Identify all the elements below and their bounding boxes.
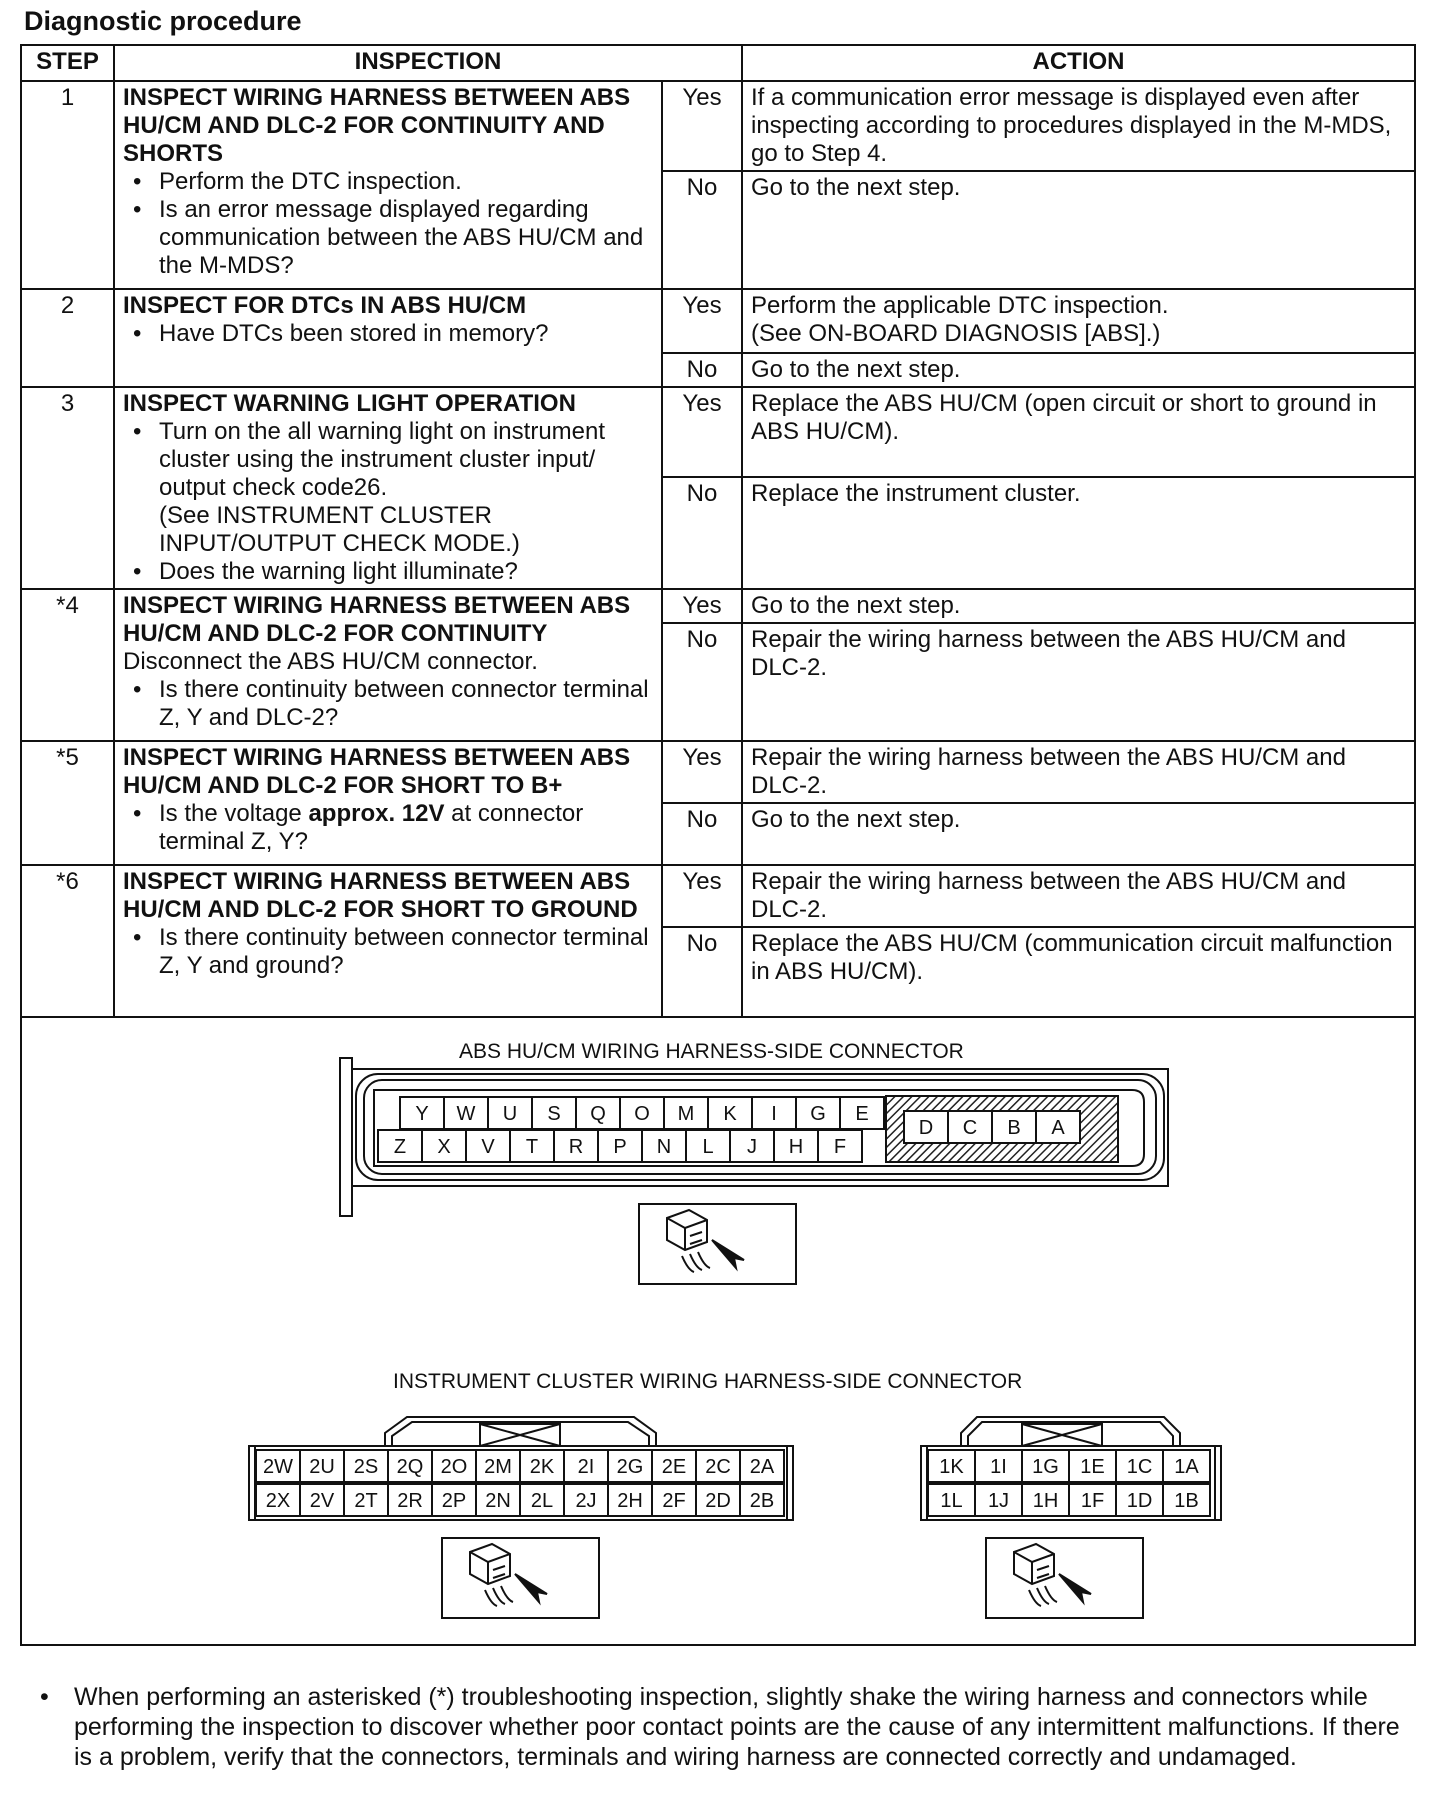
terminal-label: 2C — [705, 1456, 731, 1478]
page-title: Diagnostic procedure — [24, 6, 302, 36]
inspection-title: INSPECT WIRING HARNESS BETWEEN ABS HU/CM AND DLC-2 FOR SHORT TO GROUND — [123, 868, 638, 923]
inspection-text: Disconnect the ABS HU/CM connector. — [123, 648, 538, 675]
terminal-label: 1B — [1174, 1490, 1199, 1512]
cluster-left-terminal-row-top — [256, 1450, 784, 1482]
connector-diagram-cell — [21, 1017, 1415, 1645]
terminal-label: 1J — [987, 1490, 1010, 1512]
inspection-bullet: • Is there continuity between connector terminal Z, Y and ground? — [159, 924, 653, 980]
connector-diagram — [22, 1018, 1412, 1642]
terminal-label: G — [810, 1103, 826, 1125]
yes-label: Yes — [662, 387, 742, 477]
table-row — [21, 589, 1415, 623]
terminal-label: 2L — [530, 1490, 554, 1512]
bullet-text: Turn on the all warning light on instrument cluster using the instrument cluster input/ output check code26. — [159, 418, 606, 501]
abs-terminal-row-top — [400, 1097, 884, 1129]
no-action: Repair the wiring harness between the ABS HU/CM and DLC-2. — [742, 623, 1415, 741]
step-number: *4 — [21, 589, 114, 741]
diagnostic-table — [20, 44, 1416, 1646]
terminal-label: 1E — [1080, 1456, 1105, 1478]
no-label: No — [662, 803, 742, 865]
no-label: No — [662, 623, 742, 741]
header-action: ACTION — [742, 45, 1415, 81]
terminal-label: V — [481, 1136, 495, 1158]
no-action: Go to the next step. — [742, 353, 1415, 387]
abs-connector-label: ABS HU/CM WIRING HARNESS-SIDE CONNECTOR — [459, 1040, 964, 1063]
no-label: No — [662, 171, 742, 289]
terminal-label: O — [634, 1103, 650, 1125]
terminal-label: B — [1007, 1117, 1021, 1139]
terminal-label: 1H — [1032, 1490, 1059, 1512]
terminal-label: 2S — [353, 1456, 379, 1478]
inspection-bullet: • Does the warning light illuminate? — [159, 558, 653, 586]
step-number: 2 — [21, 289, 114, 387]
terminal-label: Z — [393, 1136, 407, 1158]
terminal-label: 2U — [309, 1456, 335, 1478]
terminal-label: 1D — [1126, 1490, 1153, 1512]
inspection-title: INSPECT WIRING HARNESS BETWEEN ABS HU/CM AND DLC-2 FOR CONTINUITY — [123, 592, 631, 647]
terminal-label: E — [855, 1103, 869, 1125]
table-row — [21, 741, 1415, 803]
inspection-title: INSPECT WIRING HARNESS BETWEEN ABS HU/CM AND DLC-2 FOR SHORT TO B+ — [123, 744, 631, 799]
table-header-row — [21, 45, 1415, 81]
yes-label: Yes — [662, 289, 742, 353]
terminal-label: Y — [415, 1103, 429, 1125]
inspection-cell — [114, 741, 662, 865]
terminal-label: W — [456, 1103, 476, 1125]
terminal-label: L — [702, 1136, 714, 1158]
bullet-text: Is the voltage — [159, 800, 309, 827]
inspection-bullet — [159, 800, 653, 856]
inspection-cell — [114, 81, 662, 289]
terminal-label: J — [747, 1136, 757, 1158]
terminal-label: D — [918, 1117, 934, 1139]
inspection-bullet: • Have DTCs been stored in memory? — [159, 320, 653, 348]
terminal-label: R — [568, 1136, 584, 1158]
inspection-cell — [114, 589, 662, 741]
yes-action — [742, 289, 1415, 353]
terminal-label: 2J — [575, 1490, 597, 1512]
terminal-label: F — [833, 1136, 847, 1158]
bullet-reference: (See INSTRUMENT CLUSTER INPUT/OUTPUT CHECK MODE.) — [159, 502, 520, 557]
yes-action-line: Perform the applicable DTC inspection. — [751, 292, 1169, 319]
terminal-label: 1I — [990, 1456, 1007, 1478]
terminal-label: 2X — [265, 1490, 291, 1512]
table-row — [21, 289, 1415, 353]
cluster-right-terminal-row-bottom — [928, 1484, 1210, 1516]
terminal-label: M — [677, 1103, 695, 1125]
table-row — [21, 81, 1415, 171]
terminal-label: 2V — [309, 1490, 335, 1512]
connector-view-icon — [639, 1204, 796, 1284]
terminal-label: 2H — [617, 1490, 643, 1512]
yes-action-line: (See ON-BOARD DIAGNOSIS [ABS].) — [751, 320, 1161, 347]
abs-terminal-row-bottom — [378, 1130, 862, 1162]
terminal-label: 2A — [749, 1456, 775, 1478]
step-number: 3 — [21, 387, 114, 589]
cluster-right-terminal-row-top — [928, 1450, 1210, 1482]
bullet-text: at connector terminal Z, Y? — [159, 800, 584, 855]
terminal-label: 2P — [441, 1490, 467, 1512]
inspection-bullet: • Perform the DTC inspection. — [159, 168, 653, 196]
terminal-label: 2O — [440, 1456, 468, 1478]
terminal-label: 2G — [616, 1456, 644, 1478]
no-action: Replace the instrument cluster. — [742, 477, 1415, 589]
terminal-label: X — [437, 1136, 451, 1158]
inspection-title: INSPECT WIRING HARNESS BETWEEN ABS HU/CM AND DLC-2 FOR CONTINUITY AND SHORTS — [123, 84, 631, 167]
terminal-label: 2F — [662, 1490, 686, 1512]
terminal-label: 1F — [1080, 1490, 1105, 1512]
terminal-label: H — [788, 1136, 804, 1158]
abs-terminal-row-shaded — [886, 1096, 1118, 1162]
header-step: STEP — [21, 45, 114, 81]
table-row — [21, 387, 1415, 477]
no-label: No — [662, 477, 742, 589]
diagram-row — [21, 1017, 1415, 1645]
terminal-label: 2I — [577, 1456, 595, 1478]
terminal-label: 2M — [484, 1456, 512, 1478]
no-action: Replace the ABS HU/CM (communication circuit malfunction in ABS HU/CM). — [742, 927, 1415, 1017]
terminal-label: 2K — [529, 1456, 555, 1478]
no-action: Go to the next step. — [742, 803, 1415, 865]
inspection-bullet: • Is an error message displayed regarding communication between the ABS HU/CM and the M-MDS? — [159, 196, 653, 280]
yes-action: Replace the ABS HU/CM (open circuit or short to ground in ABS HU/CM). — [742, 387, 1415, 477]
terminal-label: 2W — [263, 1456, 293, 1478]
terminal-label: 2T — [354, 1490, 378, 1512]
connector-view-icon — [986, 1538, 1143, 1618]
step-number: *5 — [21, 741, 114, 865]
header-inspection: INSPECTION — [114, 45, 742, 81]
terminal-label: 1G — [1032, 1456, 1059, 1478]
terminal-label: I — [771, 1103, 777, 1125]
asterisk-note — [40, 1682, 1410, 1772]
terminal-label: C — [962, 1117, 978, 1139]
terminal-label: 2D — [705, 1490, 731, 1512]
cluster-left-terminal-row-bottom — [256, 1484, 784, 1516]
inspection-cell — [114, 387, 662, 589]
terminal-label: K — [723, 1103, 737, 1125]
terminal-label: 2Q — [396, 1456, 424, 1478]
terminal-label: A — [1051, 1117, 1065, 1139]
no-label: No — [662, 927, 742, 1017]
yes-action: If a communication error message is displayed even after inspecting according to procedures displayed in the M-MDS, go to Step 4. — [742, 81, 1415, 171]
terminal-label: 2R — [397, 1490, 423, 1512]
yes-action: Repair the wiring harness between the ABS HU/CM and DLC-2. — [742, 865, 1415, 927]
terminal-label: 1K — [939, 1456, 964, 1478]
terminal-label: 2N — [485, 1490, 511, 1512]
no-action: Go to the next step. — [742, 171, 1415, 289]
no-label: No — [662, 353, 742, 387]
inspection-title: INSPECT WARNING LIGHT OPERATION — [123, 390, 576, 417]
connector-view-icon — [442, 1538, 599, 1618]
inspection-bullet — [159, 418, 653, 558]
inspection-title: INSPECT FOR DTCs IN ABS HU/CM — [123, 292, 527, 319]
terminal-label: N — [656, 1136, 672, 1158]
yes-label: Yes — [662, 865, 742, 927]
yes-action: Repair the wiring harness between the ABS HU/CM and DLC-2. — [742, 741, 1415, 803]
bullet-bold: approx. 12V — [308, 800, 445, 827]
cluster-connector-label: INSTRUMENT CLUSTER WIRING HARNESS-SIDE CONNECTOR — [393, 1370, 1023, 1393]
yes-action: Go to the next step. — [742, 589, 1415, 623]
terminal-label: 1C — [1126, 1456, 1153, 1478]
terminal-label: T — [525, 1136, 539, 1158]
terminal-label: 2B — [749, 1490, 775, 1512]
inspection-bullet: • Is there continuity between connector terminal Z, Y and DLC-2? — [159, 676, 653, 732]
note-text: When performing an asterisked (*) troubleshooting inspection, slightly shake the wiring harness and connectors while performing the inspection to discover whether poor contact points are the cause of any intermittent malfunctions. If there is a problem, verify that the connectors, terminals and wiring harness are connected correctly and undamaged. — [74, 1683, 1400, 1771]
step-number: 1 — [21, 81, 114, 289]
inspection-cell — [114, 289, 662, 387]
terminal-label: 1L — [940, 1490, 963, 1512]
terminal-label: 2E — [661, 1456, 687, 1478]
terminal-label: 1A — [1174, 1456, 1199, 1478]
terminal-label: U — [502, 1103, 518, 1125]
table-row — [21, 865, 1415, 927]
step-number: *6 — [21, 865, 114, 1017]
terminal-label: P — [613, 1136, 627, 1158]
yes-label: Yes — [662, 81, 742, 171]
inspection-cell — [114, 865, 662, 1017]
note-bullet: • — [40, 1683, 49, 1711]
terminal-label: S — [547, 1103, 561, 1125]
yes-label: Yes — [662, 741, 742, 803]
yes-label: Yes — [662, 589, 742, 623]
terminal-label: Q — [590, 1103, 606, 1125]
